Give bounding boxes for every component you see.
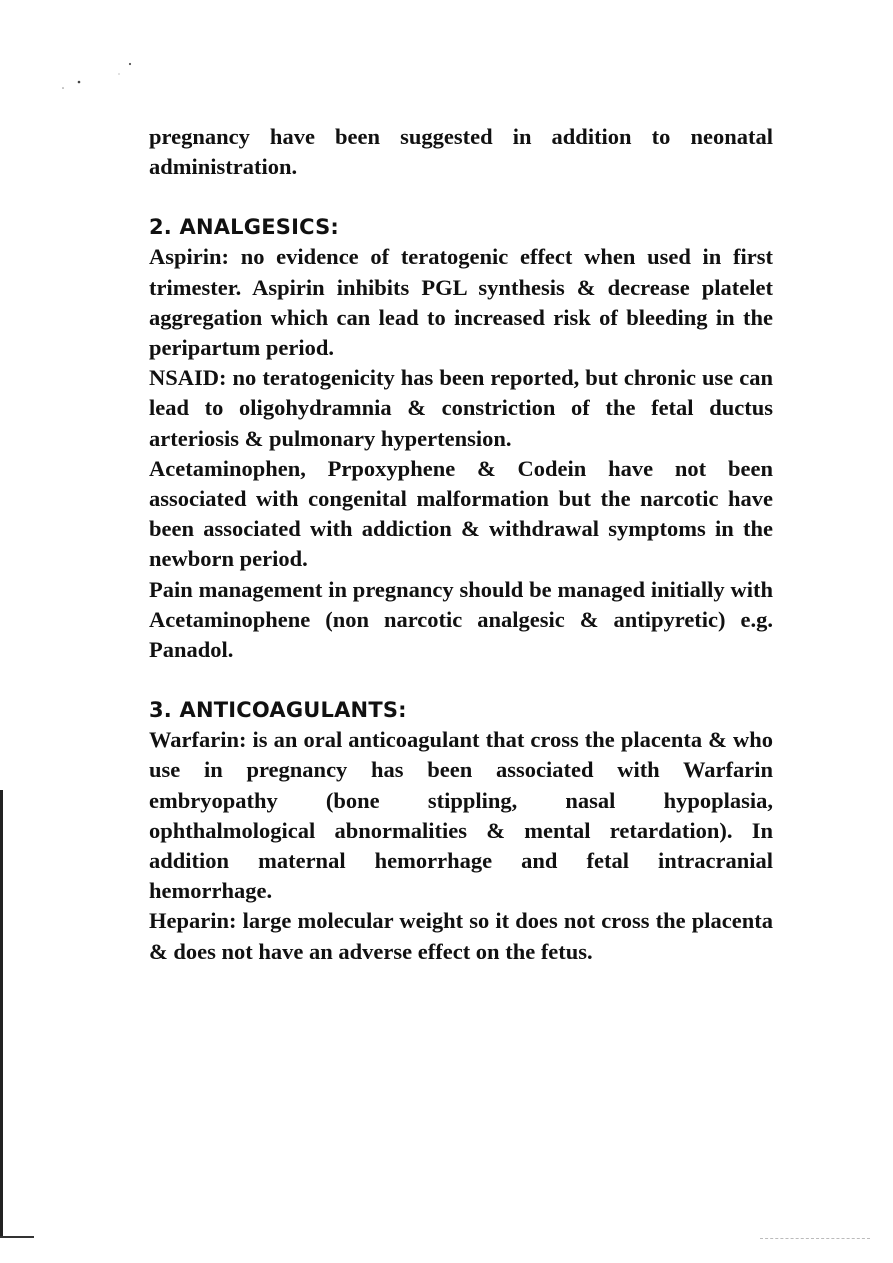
section-anticoagulants xyxy=(149,695,773,967)
intro-paragraph: pregnancy have been suggested in addition to neonatal administration. xyxy=(149,124,773,180)
paragraph-aspirin: Aspirin: no evidence of teratogenic effect when used in first trimester. Aspirin inhibits PGL synthesis & decrease platelet aggregation which can lead to increased risk of bleeding in the peripartum period. xyxy=(149,244,773,361)
paragraph-acetaminophen: Acetaminophen, Prpoxyphene & Codein have not been associated with congenital malformation but the narcotic have been associated with addiction & withdrawal symptoms in the newborn period. xyxy=(149,455,773,572)
section-analgesics xyxy=(149,212,773,665)
bottom-left-stroke xyxy=(0,1236,34,1238)
scan-specks xyxy=(55,60,145,100)
section-heading: 3. ANTICOAGULANTS: xyxy=(149,698,407,723)
paragraph-pain-management: Pain management in pregnancy should be managed initially with Acetaminophene (non narcotic analgesic & antipyretic) e.g. Panadol. xyxy=(149,576,773,663)
paragraph-nsaid: NSAID: no teratogenicity has been reported, but chronic use can lead to oligohydramnia & constriction of the fetal ductus arteriosis & pulmonary hypertension. xyxy=(149,365,773,451)
section-heading: 2. ANALGESICS: xyxy=(149,215,340,240)
bottom-right-dash xyxy=(760,1238,870,1239)
left-margin-rule xyxy=(0,790,3,1238)
paragraph-heparin: Heparin: large molecular weight so it does not cross the placenta & does not have an adverse effect on the fetus. xyxy=(149,908,773,964)
document-body xyxy=(149,122,773,967)
paragraph-warfarin: Warfarin: is an oral anticoagulant that cross the placenta & who use in pregnancy has been associated with Warfarin embryopathy (bone stippling, nasal hypoplasia, ophthalmological abnormalities & mental retardation). In addition maternal hemorrhage and fetal intracranial hemorrhage. xyxy=(149,727,773,904)
